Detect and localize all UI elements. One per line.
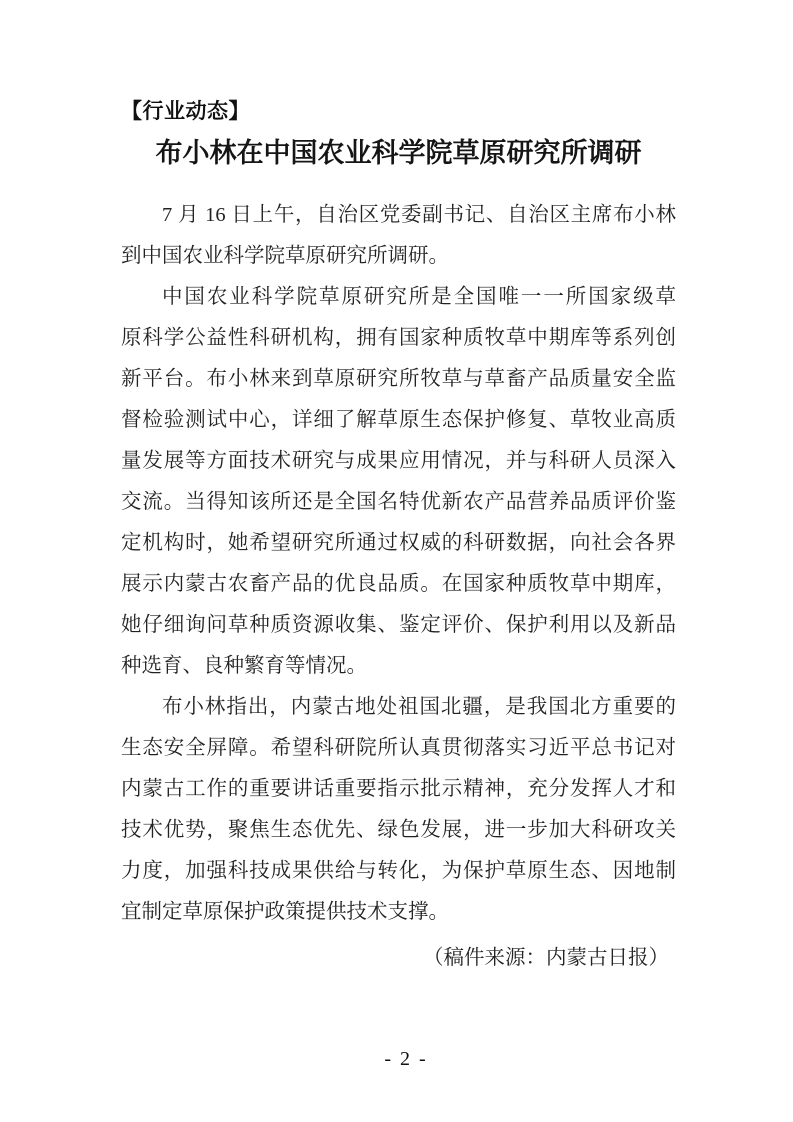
paragraph-3-line-1: 布小林指出，内蒙古地处祖国北疆，是我国北方重要的 [162, 696, 676, 718]
document-body [121, 195, 676, 933]
paragraph-2-line-10: 种选育、良种繁育等情况。 [121, 655, 367, 677]
paragraph-3-line-5: 力度，加强科技成果供给与转化，为保护草原生态、因地制 [121, 860, 676, 882]
document-title: 布小林在中国农业科学院草原研究所调研 [155, 138, 642, 168]
paragraph-2-line-8: 展示内蒙古农畜产品的优良品质。在国家种质牧草中期库， [121, 573, 676, 595]
paragraph-3-line-6: 宜制定草原保护政策提供技术支撑。 [121, 901, 449, 923]
paragraph-3-line-3: 内蒙古工作的重要讲话重要指示批示精神，充分发挥人才和 [121, 778, 676, 800]
paragraph-1-line-1: 7 月 16 日上午，自治区党委副书记、自治区主席布小林 [162, 204, 676, 226]
paragraph-2-line-1: 中国农业科学院草原研究所是全国唯一一所国家级草 [162, 286, 676, 308]
paragraph-2-line-7: 定机构时，她希望研究所通过权威的科研数据，向社会各界 [121, 532, 676, 554]
paragraph-2-line-2: 原科学公益性科研机构，拥有国家种质牧草中期库等系列创 [121, 327, 676, 349]
paragraph-2-line-6: 交流。当得知该所还是全国名特优新农产品营养品质评价鉴 [121, 491, 676, 513]
paragraph-2-line-5: 量发展等方面技术研究与成果应用情况，并与科研人员深入 [121, 450, 676, 472]
paragraph-2-line-4: 督检验测试中心，详细了解草原生态保护修复、草牧业高质 [121, 409, 676, 431]
page-number: - 2 - [384, 1048, 428, 1070]
attribution-line: （稿件来源：内蒙古日报） [423, 947, 669, 969]
paragraph-3-line-2: 生态安全屏障。希望科研院所认真贯彻落实习近平总书记对 [121, 737, 676, 759]
paragraph-1-line-2: 到中国农业科学院草原研究所调研。 [121, 245, 449, 267]
paragraph-3-line-4: 技术优势，聚焦生态优先、绿色发展，进一步加大科研攻关 [121, 819, 676, 841]
section-header: 【行业动态】 [121, 100, 250, 123]
paragraph-2-line-3: 新平台。布小林来到草原研究所牧草与草畜产品质量安全监 [121, 368, 676, 390]
paragraph-2-line-9: 她仔细询问草种质资源收集、鉴定评价、保护利用以及新品 [121, 614, 676, 636]
